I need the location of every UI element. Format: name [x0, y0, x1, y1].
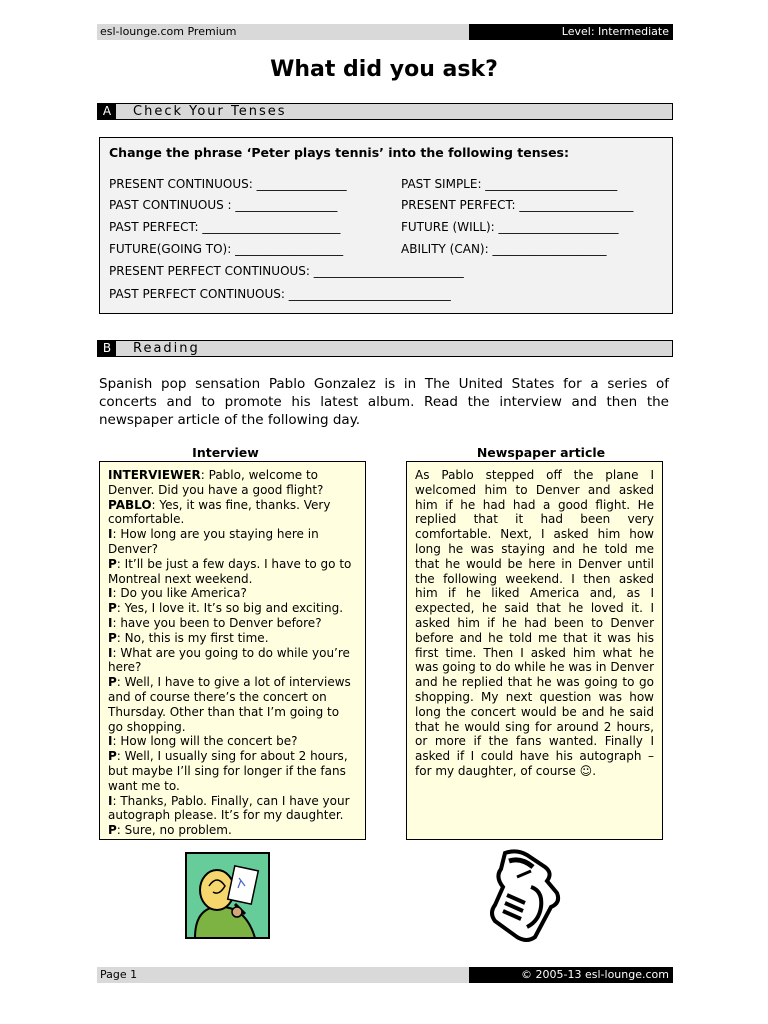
section-letter: B [98, 341, 116, 356]
header-bar [97, 24, 673, 40]
interview-line: P: Yes, I love it. It’s so big and exciting. [108, 601, 344, 616]
tense-item: PAST PERFECT CONTINUOUS: ___________________________ [109, 287, 451, 301]
level-badge: Level: Intermediate [469, 24, 673, 40]
section-title: Reading [133, 341, 200, 356]
copyright: © 2005-13 esl-lounge.com [469, 967, 673, 983]
tense-item: PRESENT CONTINUOUS: _______________ [109, 177, 347, 191]
interview-line: I: How long will the concert be? [108, 734, 298, 749]
article-box [406, 461, 663, 840]
interview-box [99, 461, 366, 840]
section-a-header [97, 103, 673, 120]
section-title: Check Your Tenses [133, 104, 287, 119]
tense-item: PAST SIMPLE: ______________________ [401, 177, 618, 191]
interview-line: P: No, this is my first time. [108, 630, 269, 645]
interview-line: I: What are you going to do while you’re here? [108, 645, 350, 675]
tense-item: ABILITY (CAN): ___________________ [401, 242, 607, 256]
article-title: Newspaper article [476, 445, 606, 460]
interview-line: P: Sure, no problem. [108, 823, 232, 838]
exercise-instruction: Change the phrase ‘Peter plays tennis’ into the following tenses: [109, 145, 569, 160]
interview-line: P: It’ll be just a few days. I have to go to Montreal next weekend. [108, 556, 352, 586]
interview-line: PABLO: Yes, it was fine, thanks. Very comfortable. [108, 497, 331, 527]
tenses-exercise-box [99, 137, 673, 314]
interview-title: Interview [192, 445, 259, 460]
page-number: Page 1 [100, 968, 138, 981]
article-text: As Pablo stepped off the plane I welcomed him to Denver and asked him if he had had a good flight. He replied that it had been very comfortable. Next, I asked him how long he was staying and he told me that he would be here in Denver until the following weekend. I then asked him if he liked America and, as I expected, he said that he loved it. I asked him if he had been to Denver before and he told me that it was his first time. Then I asked him what he was going to do while he was in Denver and he replied that he was going to go shopping. My next question was how long the concert would be and he said that he would sing for around 2 hours, or more if the fans wanted. Finally I asked if I could have his autograph – for my daughter, of course ☺. [415, 468, 654, 778]
autograph-clipart-icon [185, 852, 270, 939]
section-b-header [97, 340, 673, 357]
tense-item: PAST PERFECT: _______________________ [109, 220, 341, 234]
interview-line: INTERVIEWER: Pablo, welcome to Denver. Did you have a good flight? [108, 468, 324, 497]
interview-line: I: Do you like America? [108, 586, 247, 601]
reading-intro: Spanish pop sensation Pablo Gonzalez is in The United States for a series of concerts and to promote his latest album. Read the interview and then the newspaper article of the following day. [99, 376, 669, 428]
footer-bar [97, 967, 673, 983]
tense-item: FUTURE(GOING TO): __________________ [109, 242, 344, 256]
tense-item: PRESENT PERFECT: ___________________ [401, 198, 634, 212]
interview-line: I: How long are you staying here in Denver? [108, 527, 319, 556]
tense-item: FUTURE (WILL): ____________________ [401, 220, 619, 234]
section-letter: A [98, 104, 116, 119]
page-title: What did you ask? [270, 57, 498, 82]
interview-line: I: have you been to Denver before? [108, 615, 322, 630]
interview-line: P: Well, I usually sing for about 2 hours, but maybe I’ll sing for longer if the fans want me to. [108, 749, 348, 793]
tense-item: PRESENT PERFECT CONTINUOUS: _________________________ [109, 264, 464, 278]
interview-line: I: Thanks, Pablo. Finally, can I have your autograph please. It’s for my daughter. [108, 793, 350, 823]
tense-item: PAST CONTINUOUS : _________________ [109, 198, 338, 212]
interview-line: P: Well, I have to give a lot of interviews and of course there’s the concert on Thursday. Other than that I’m going to go shopping. [108, 675, 351, 734]
newspaper-clipart-icon [487, 847, 561, 943]
site-name: esl-lounge.com Premium [100, 25, 237, 38]
